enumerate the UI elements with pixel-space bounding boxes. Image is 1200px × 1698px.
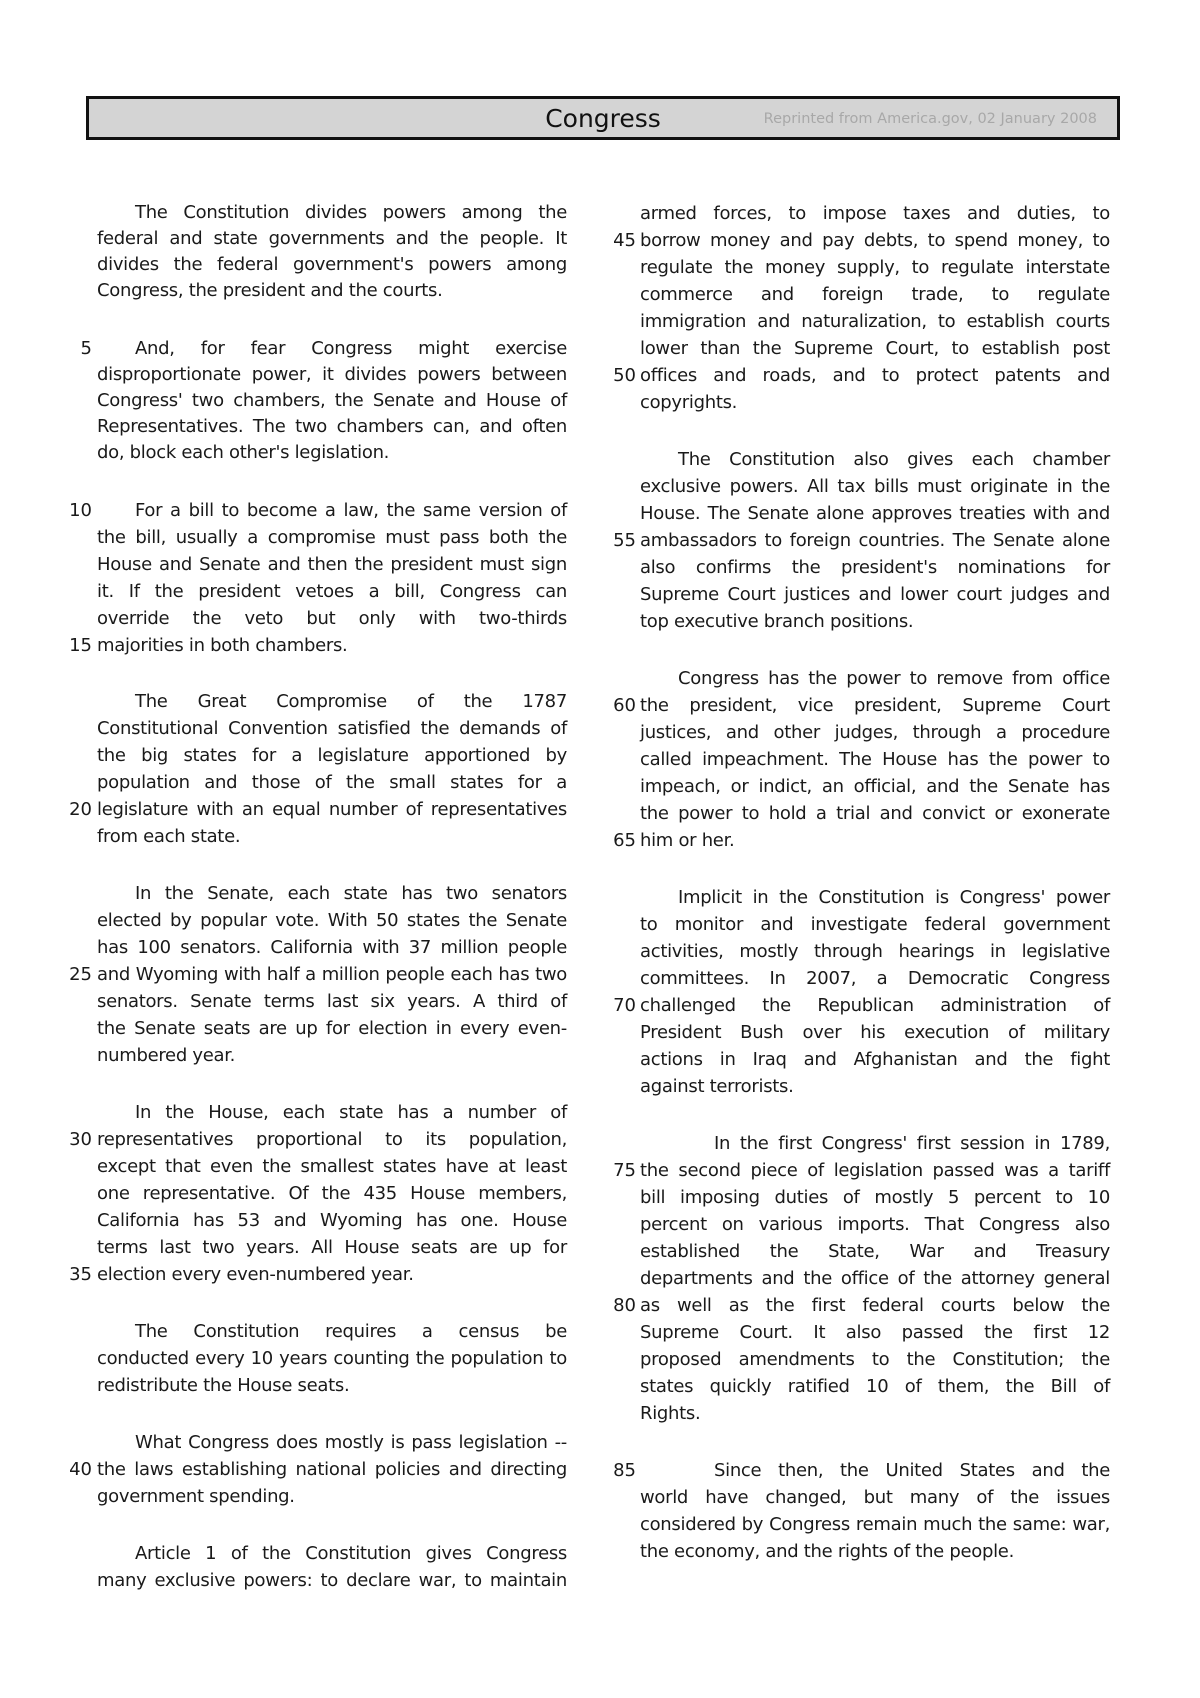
text-line: numbered year. xyxy=(97,1045,236,1066)
text-line: exclusive powers. All tax bills must originate in the xyxy=(640,476,1110,497)
text-line: The Constitution divides powers among the xyxy=(135,202,567,223)
text-line: government spending. xyxy=(97,1486,295,1507)
line-number: 40 xyxy=(69,1459,92,1480)
text-line: activities, mostly through hearings in legislative xyxy=(640,941,1110,962)
text-line: committees. In 2007, a Democratic Congress xyxy=(640,968,1110,989)
text-line: senators. Senate terms last six years. A third of xyxy=(97,991,567,1012)
text-line: from each state. xyxy=(97,826,241,847)
text-line: federal and state governments and the people. It xyxy=(97,228,567,249)
text-line: one representative. Of the 435 House members, xyxy=(97,1183,567,1204)
text-line: departments and the office of the attorney general xyxy=(640,1268,1110,1289)
text-line: Representatives. The two chambers can, and often xyxy=(97,416,567,437)
text-line: impeach, or indict, an official, and the Senate has xyxy=(640,776,1110,797)
text-line: called impeachment. The House has the power to xyxy=(640,749,1110,770)
text-line: top executive branch positions. xyxy=(640,611,914,632)
text-line: has 100 senators. California with 37 million people xyxy=(97,937,567,958)
text-line: the second piece of legislation passed was a tariff xyxy=(640,1160,1110,1181)
header-box xyxy=(86,96,1120,140)
text-line: House and Senate and then the president must sign xyxy=(97,554,567,575)
text-line: Rights. xyxy=(640,1403,701,1424)
text-line: House. The Senate alone approves treaties with and xyxy=(640,503,1110,524)
text-line: Article 1 of the Constitution gives Congress xyxy=(135,1543,567,1564)
text-line: bill imposing duties of mostly 5 percent to 10 xyxy=(640,1187,1110,1208)
line-number: 50 xyxy=(613,365,636,386)
line-number: 55 xyxy=(613,530,636,551)
text-line: the president, vice president, Supreme Court xyxy=(640,695,1110,716)
text-line: Constitutional Convention satisfied the demands of xyxy=(97,718,567,739)
text-line: disproportionate power, it divides powers between xyxy=(97,364,567,385)
text-line: against terrorists. xyxy=(640,1076,794,1097)
text-line: California has 53 and Wyoming has one. House xyxy=(97,1210,567,1231)
text-line: terms last two years. All House seats are up for xyxy=(97,1237,567,1258)
text-line: majorities in both chambers. xyxy=(97,635,348,656)
text-line: considered by Congress remain much the same: war, xyxy=(640,1514,1110,1535)
line-number: 25 xyxy=(69,964,92,985)
line-number: 20 xyxy=(69,799,92,820)
text-line: In the first Congress' first session in 1789, xyxy=(714,1133,1110,1154)
text-line: Congress' two chambers, the Senate and House of xyxy=(97,390,567,411)
line-number: 10 xyxy=(69,500,92,521)
text-line: many exclusive powers: to declare war, to maintain xyxy=(97,1570,567,1591)
text-line: also confirms the president's nominations for xyxy=(640,557,1110,578)
line-number: 65 xyxy=(613,830,636,851)
text-line: commerce and foreign trade, to regulate xyxy=(640,284,1110,305)
text-line: In the Senate, each state has two senators xyxy=(135,883,567,904)
text-line: it. If the president vetoes a bill, Congress can xyxy=(97,581,567,602)
text-line: copyrights. xyxy=(640,392,738,413)
line-number: 60 xyxy=(613,695,636,716)
page-title: Congress xyxy=(545,104,661,133)
text-line: lower than the Supreme Court, to establish post xyxy=(640,338,1110,359)
text-line: Congress has the power to remove from office xyxy=(678,668,1110,689)
line-number: 85 xyxy=(613,1460,636,1481)
text-line: established the State, War and Treasury xyxy=(640,1241,1110,1262)
text-line: to monitor and investigate federal government xyxy=(640,914,1110,935)
source-note: Reprinted from America.gov, 02 January 2008 xyxy=(763,111,1097,127)
line-number: 70 xyxy=(613,995,636,1016)
line-number: 45 xyxy=(613,230,636,251)
text-line: override the veto but only with two-thirds xyxy=(97,608,567,629)
text-line: states quickly ratified 10 of them, the Bill of xyxy=(640,1376,1110,1397)
text-line: For a bill to become a law, the same version of xyxy=(135,500,567,521)
text-line: conducted every 10 years counting the population to xyxy=(97,1348,567,1369)
text-line: and Wyoming with half a million people each has two xyxy=(97,964,567,985)
text-line: offices and roads, and to protect patents and xyxy=(640,365,1110,386)
text-line: The Constitution also gives each chamber xyxy=(678,449,1110,470)
line-number: 30 xyxy=(69,1129,92,1150)
text-line: Supreme Court justices and lower court judges and xyxy=(640,584,1110,605)
text-line: the laws establishing national policies and directing xyxy=(97,1459,567,1480)
text-line: the Senate seats are up for election in every even- xyxy=(97,1018,567,1039)
line-number: 75 xyxy=(613,1160,636,1181)
text-line: The Great Compromise of the 1787 xyxy=(135,691,567,712)
text-line: the economy, and the rights of the people. xyxy=(640,1541,1015,1562)
text-line: except that even the smallest states have at least xyxy=(97,1156,567,1177)
text-line: Congress, the president and the courts. xyxy=(97,280,443,301)
text-line: armed forces, to impose taxes and duties, to xyxy=(640,203,1110,224)
text-line: representatives proportional to its population, xyxy=(97,1129,567,1150)
text-line: world have changed, but many of the issues xyxy=(640,1487,1110,1508)
text-line: In the House, each state has a number of xyxy=(135,1102,567,1123)
text-line: President Bush over his execution of military xyxy=(640,1022,1110,1043)
text-line: divides the federal government's powers among xyxy=(97,254,567,275)
text-line: regulate the money supply, to regulate interstate xyxy=(640,257,1110,278)
text-line: Implicit in the Constitution is Congress' power xyxy=(678,887,1110,908)
text-line: the big states for a legislature apportioned by xyxy=(97,745,567,766)
text-line: population and those of the small states for a xyxy=(97,772,567,793)
text-line: actions in Iraq and Afghanistan and the fight xyxy=(640,1049,1110,1070)
text-line: Since then, the United States and the xyxy=(714,1460,1110,1481)
text-line: do, block each other's legislation. xyxy=(97,442,390,463)
text-line: elected by popular vote. With 50 states the Senate xyxy=(97,910,567,931)
text-line: him or her. xyxy=(640,830,735,851)
text-line: the power to hold a trial and convict or exonerate xyxy=(640,803,1110,824)
text-line: election every even-numbered year. xyxy=(97,1264,414,1285)
line-number: 80 xyxy=(613,1295,636,1316)
text-line: What Congress does mostly is pass legislation -- xyxy=(135,1432,567,1453)
line-number: 15 xyxy=(69,635,92,656)
text-line: Supreme Court. It also passed the first 12 xyxy=(640,1322,1110,1343)
text-line: redistribute the House seats. xyxy=(97,1375,350,1396)
text-line: immigration and naturalization, to establish courts xyxy=(640,311,1110,332)
text-line: justices, and other judges, through a procedure xyxy=(640,722,1110,743)
text-line: the bill, usually a compromise must pass both the xyxy=(97,527,567,548)
line-number: 35 xyxy=(69,1264,92,1285)
text-line: legislature with an equal number of representatives xyxy=(97,799,567,820)
text-line: percent on various imports. That Congress also xyxy=(640,1214,1110,1235)
text-line: The Constitution requires a census be xyxy=(135,1321,567,1342)
text-line: borrow money and pay debts, to spend money, to xyxy=(640,230,1110,251)
text-line: And, for fear Congress might exercise xyxy=(135,338,567,359)
text-line: proposed amendments to the Constitution; the xyxy=(640,1349,1110,1370)
line-number: 5 xyxy=(80,338,92,359)
text-line: ambassadors to foreign countries. The Senate alone xyxy=(640,530,1110,551)
text-line: challenged the Republican administration of xyxy=(640,995,1110,1016)
text-line: as well as the first federal courts below the xyxy=(640,1295,1110,1316)
